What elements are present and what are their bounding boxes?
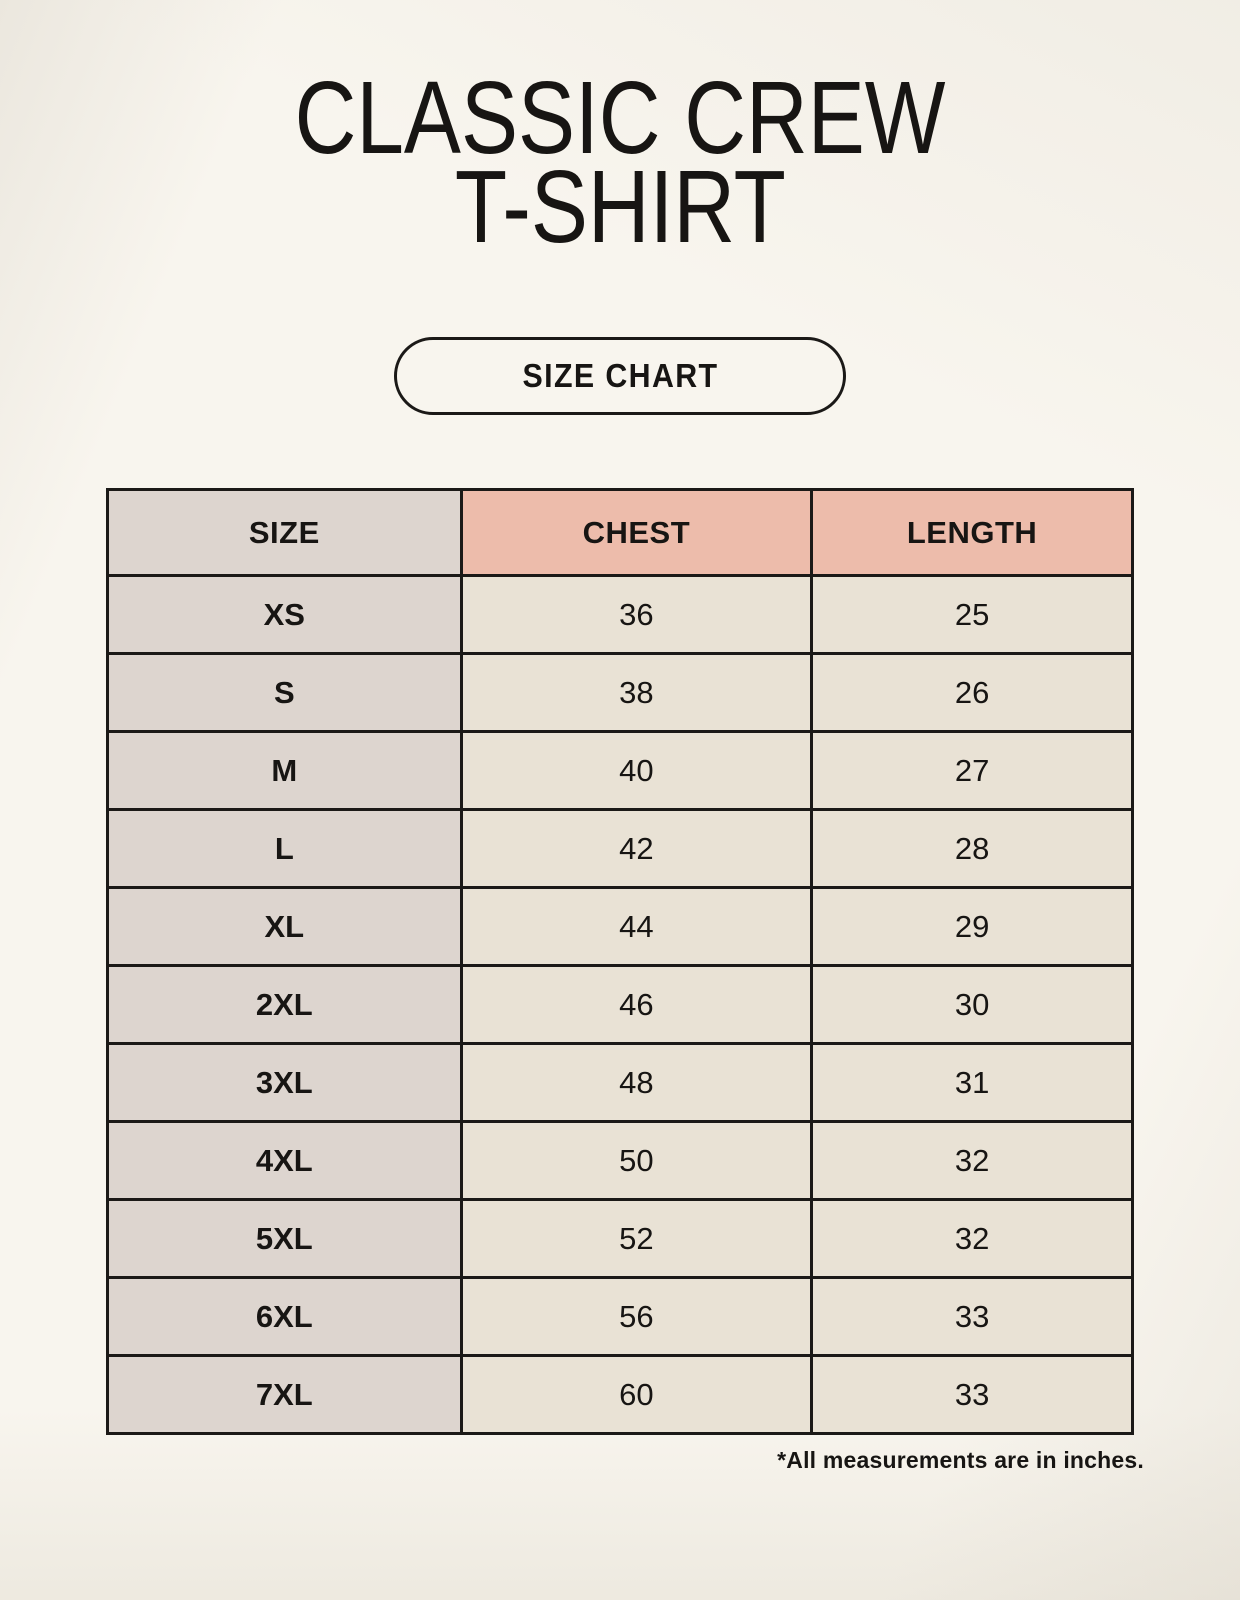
size-table-wrap (106, 488, 1134, 1435)
length-value-cell: 28 (812, 810, 1133, 888)
length-value-cell: 33 (812, 1356, 1133, 1434)
length-value-cell: 33 (812, 1278, 1133, 1356)
table-row (108, 1356, 1133, 1434)
size-table-body (108, 576, 1133, 1434)
length-value-cell: 26 (812, 654, 1133, 732)
table-row (108, 888, 1133, 966)
size-cell: 6XL (108, 1278, 462, 1356)
length-value-cell: 31 (812, 1044, 1133, 1122)
chest-value-cell: 56 (461, 1278, 812, 1356)
size-cell: 4XL (108, 1122, 462, 1200)
table-row (108, 1044, 1133, 1122)
button-row (0, 337, 1240, 415)
length-value-cell: 32 (812, 1200, 1133, 1278)
chest-value-cell: 48 (461, 1044, 812, 1122)
table-row (108, 1200, 1133, 1278)
size-cell: L (108, 810, 462, 888)
chest-value-cell: 40 (461, 732, 812, 810)
size-chart-button[interactable]: SIZE CHART (394, 337, 846, 415)
table-row (108, 654, 1133, 732)
page-title-line2: T-SHIRT (454, 148, 786, 264)
length-value-cell: 27 (812, 732, 1133, 810)
table-row (108, 810, 1133, 888)
size-cell: 7XL (108, 1356, 462, 1434)
header-row (108, 490, 1133, 576)
table-row (108, 732, 1133, 810)
size-cell: 2XL (108, 966, 462, 1044)
chest-value-cell: 38 (461, 654, 812, 732)
size-cell: S (108, 654, 462, 732)
size-table (106, 488, 1134, 1435)
size-table-header (108, 490, 1133, 576)
length-value-cell: 25 (812, 576, 1133, 654)
length-value-cell: 30 (812, 966, 1133, 1044)
size-cell: M (108, 732, 462, 810)
chest-value-cell: 52 (461, 1200, 812, 1278)
table-row (108, 1122, 1133, 1200)
table-row (108, 966, 1133, 1044)
measurements-footnote: *All measurements are in inches. (777, 1447, 1144, 1474)
size-cell: XS (108, 576, 462, 654)
page-title (0, 0, 1240, 264)
length-value-cell: 32 (812, 1122, 1133, 1200)
column-header-size: SIZE (108, 490, 462, 576)
page-title-line1: CLASSIC CREW (294, 60, 946, 175)
table-row (108, 1278, 1133, 1356)
chest-value-cell: 42 (461, 810, 812, 888)
chest-value-cell: 50 (461, 1122, 812, 1200)
column-header-length: LENGTH (812, 490, 1133, 576)
table-row (108, 576, 1133, 654)
size-cell: 5XL (108, 1200, 462, 1278)
length-value-cell: 29 (812, 888, 1133, 966)
chest-value-cell: 60 (461, 1356, 812, 1434)
chest-value-cell: 46 (461, 966, 812, 1044)
column-header-chest: CHEST (461, 490, 812, 576)
chest-value-cell: 36 (461, 576, 812, 654)
size-cell: XL (108, 888, 462, 966)
size-cell: 3XL (108, 1044, 462, 1122)
chest-value-cell: 44 (461, 888, 812, 966)
